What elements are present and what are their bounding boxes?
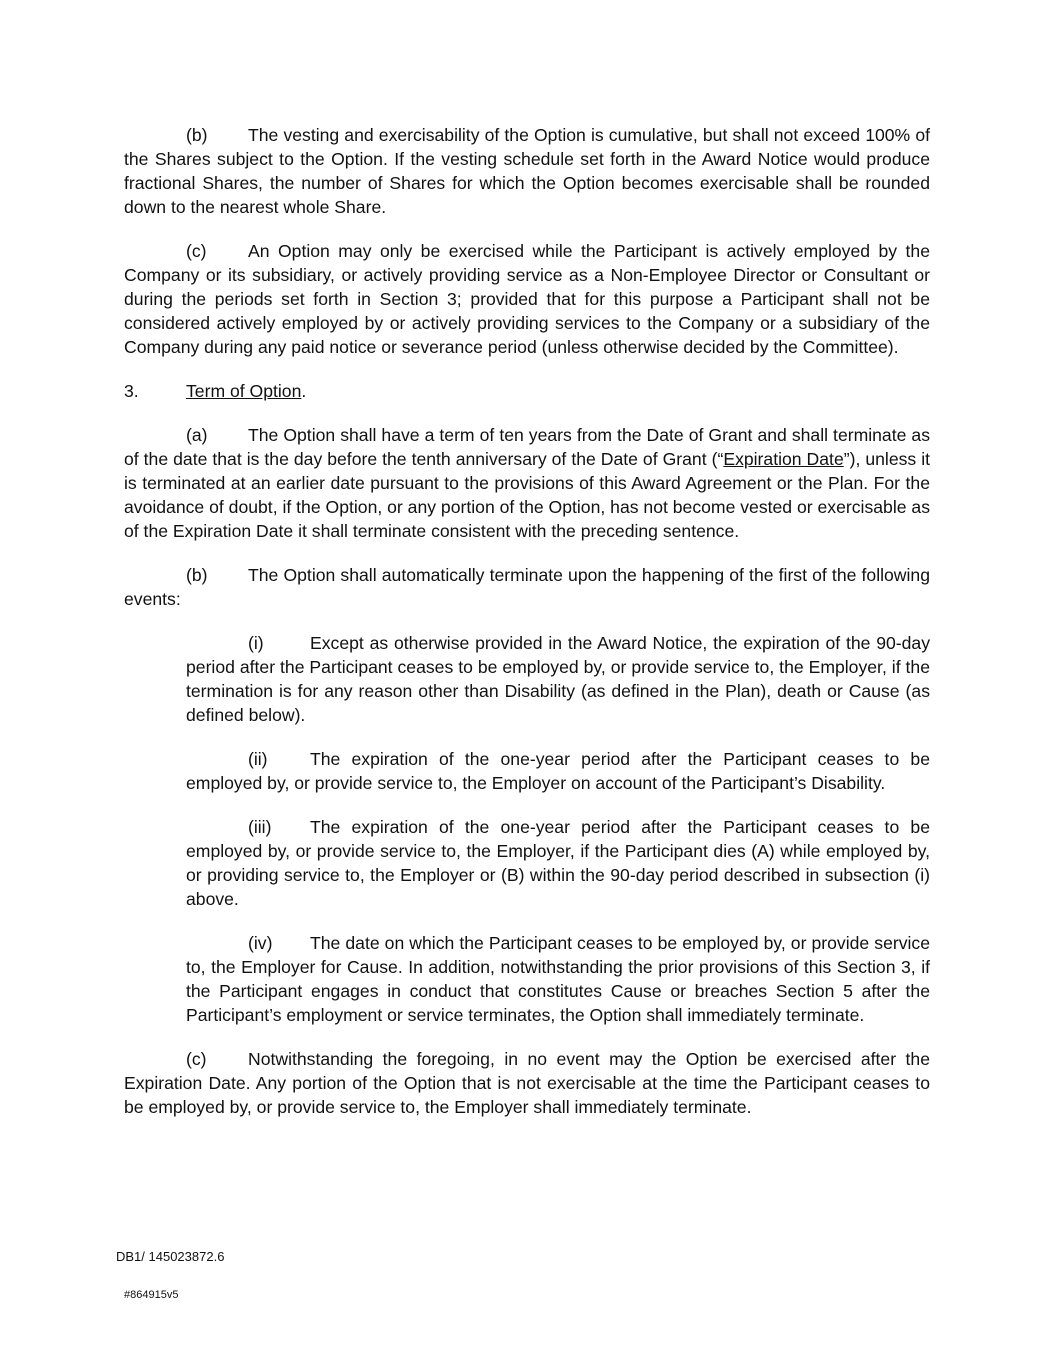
paragraph-label: (i) [248, 633, 264, 653]
paragraph-label: (b) [186, 125, 208, 145]
paragraph-3b [124, 563, 930, 611]
footer-document-id: DB1/ 145023872.6 [116, 1249, 225, 1264]
paragraph-3b-iv [186, 931, 930, 1027]
paragraph-3c [124, 1047, 930, 1119]
paragraph-text: Notwithstanding the foregoing, in no event may the Option be exercised after the Expiration Date. Any portion of the Option that is not exercisable at the time the Participant ceases to be employed by, or provide service to, the Employer shall immediately terminate. [124, 1049, 930, 1117]
paragraph-label: (b) [186, 565, 208, 585]
paragraph-label: (a) [186, 425, 208, 445]
paragraph-text-after: ”), unless it is terminated at an earlier date pursuant to the provisions of this Award Agreement or the Plan. For the avoidance of doubt, if the Option, or any portion of the Option, has not become vested or exercisable as of the Expiration Date it shall terminate consistent with the preceding sentence. [124, 449, 930, 541]
paragraph-text: An Option may only be exercised while the Participant is actively employed by the Company or its subsidiary, or actively providing service as a Non-Employee Director or Consultant or during the periods set forth in Section 3; provided that for this purpose a Participant shall not be considered actively employed by or actively providing services to the Company or a subsidiary of the Company during any paid notice or severance period (unless otherwise decided by the Committee). [124, 241, 930, 357]
paragraph-label: (c) [186, 241, 207, 261]
paragraph-text: The expiration of the one-year period after the Participant ceases to be employed by, or provide service to, the Employer, if the Participant dies (A) while employed by, or providing service to, the Employer or (B) within the 90-day period described in subsection (i) above. [186, 817, 930, 909]
paragraph-text: The expiration of the one-year period after the Participant ceases to be employed by, or provide service to, the Employer on account of the Participant’s Disability. [186, 749, 930, 793]
section-title: Term of Option [186, 381, 302, 401]
paragraph-text-before: The Option shall have a term of ten years from the Date of Grant and shall terminate as of the date that is the day before the tenth anniversary of the Date of Grant (“ [124, 425, 930, 469]
paragraph-3a [124, 423, 930, 543]
paragraph-text: The Option shall automatically terminate upon the happening of the first of the following events: [124, 565, 930, 609]
footer-version: #864915v5 [124, 1289, 179, 1301]
paragraph-label: (c) [186, 1049, 207, 1069]
paragraph-text: Except as otherwise provided in the Award Notice, the expiration of the 90-day period after the Participant ceases to be employed by, or provide service to, the Employer, if the termination is for any reason other than Disability (as defined in the Plan), death or Cause (as defined below). [186, 633, 930, 725]
paragraph-2c [124, 239, 930, 359]
section-3-heading [124, 379, 930, 403]
paragraph-2b [124, 123, 930, 219]
paragraph-text: The date on which the Participant ceases to be employed by, or provide service to, the Employer for Cause. In addition, notwithstanding the prior provisions of this Section 3, if the Participant engages in conduct that constitutes Cause or breaches Section 5 after the Participant’s employment or service terminates, the Option shall immediately terminate. [186, 933, 930, 1025]
paragraph-3b-i [186, 631, 930, 727]
defined-term-expiration-date: Expiration Date [723, 449, 844, 469]
paragraph-label: (ii) [248, 749, 268, 769]
section-number: 3. [124, 381, 139, 401]
paragraph-3b-iii [186, 815, 930, 911]
paragraph-label: (iv) [248, 933, 273, 953]
paragraph-3b-ii [186, 747, 930, 795]
paragraph-label: (iii) [248, 817, 272, 837]
section-title-suffix: . [301, 381, 307, 401]
document-body [124, 123, 930, 1119]
paragraph-text: The vesting and exercisability of the Option is cumulative, but shall not exceed 100% of the Shares subject to the Option. If the vesting schedule set forth in the Award Notice would produce fractional Shares, the number of Shares for which the Option becomes exercisable shall be rounded down to the nearest whole Share. [124, 125, 930, 217]
